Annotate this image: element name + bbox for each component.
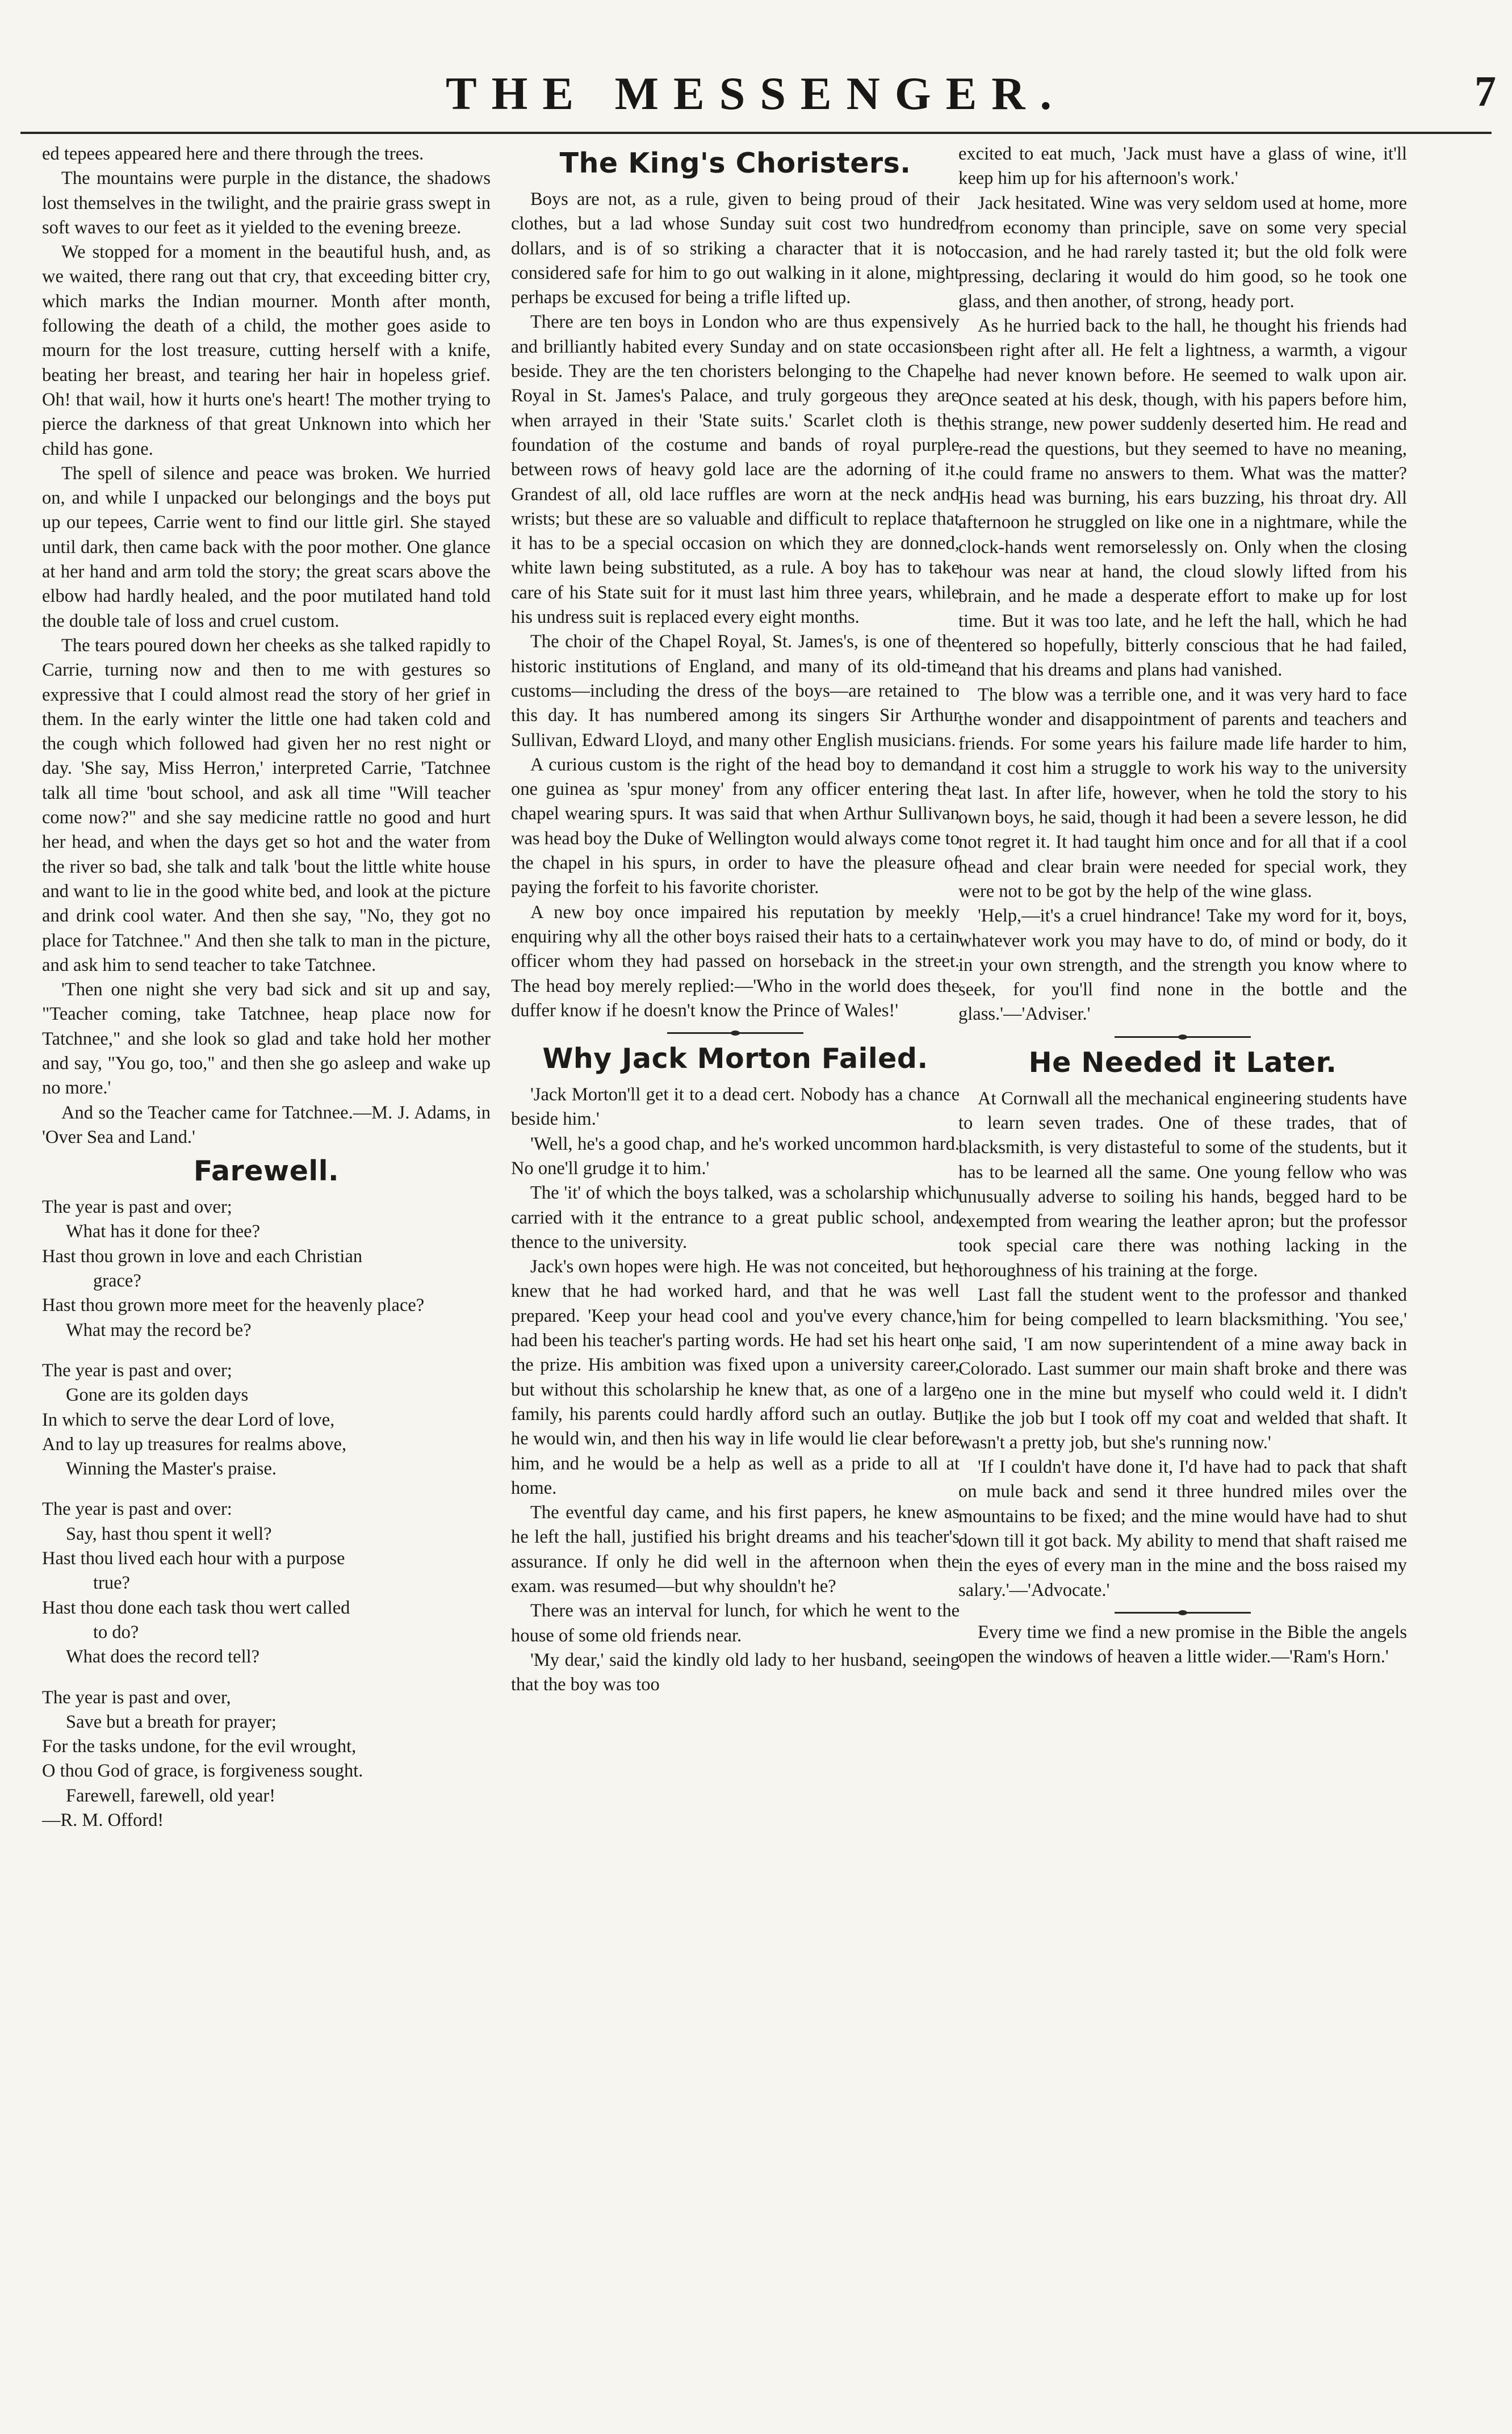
- poem-line: Say, hast thou spent it well?: [66, 1523, 272, 1544]
- column-1: [42, 142, 491, 1849]
- paragraph: Boys are not, as a rule, given to being proud of their clothes, but a lad whose Sunday suit cost two hundred dollars, and is of so striking a character that it is not considered safe for him to go out walking in it alone, might perhaps be excused for being a trifle lifted up.: [511, 189, 960, 308]
- masthead-rule: [20, 132, 1492, 134]
- section-divider: [1115, 1612, 1251, 1614]
- poem-line: What may the record be?: [66, 1319, 252, 1340]
- paragraph: As he hurried back to the hall, he thought his friends had been right after all. He felt a lightness, a warmth, a vigour he had never known before. He seemed to walk upon air. Once seated at his desk, though, with his papers before him, this strange, new power suddenly deserted him. He read and re-read the questions, but they seemed to have no meaning, he could frame no answers to them. What was the matter? His head was burning, his ears buzzing, his throat dry. All afternoon he struggled on like one in a nightmare, while the clock-hands went remorselessly on. Only when the closing hour was near at hand, the cloud slowly lifted from his brain, and he made a desperate effort to make up for lost time. But it was too late, and he left the hall, which he had entered so hopefully, bitterly conscious that he had failed, and that his dreams and plans had vanished.: [958, 316, 1407, 681]
- poem-line: And to lay up treasures for realms above,: [42, 1434, 347, 1455]
- paragraph: The eventful day came, and his first papers, he knew as he left the hall, justified his bright dreams and his teacher's assurance. If only he did well in the afternoon when the exam. was resumed—but why shouldn't he?: [511, 1502, 960, 1597]
- article-title-jack-morton: Why Jack Morton Failed.: [542, 1042, 928, 1075]
- poem-stanza: [42, 1195, 491, 1343]
- paragraph: Jack's own hopes were high. He was not conceited, but he knew that he had worked hard, and that he was well prepared. 'Keep your head cool and you've every chance,' had been his teacher's parting words. He had set his heart on the prize. His ambition was fixed upon a university career, but without this scholarship he knew that, as one of a large family, his parents could hardly afford such an outlay. But he would win, and then his way in life would lie clear before him, and he would be a help as well as a pride to all at home.: [511, 1256, 960, 1498]
- paragraph: excited to eat much, 'Jack must have a glass of wine, it'll keep him up for his afternoon's work.': [958, 144, 1407, 189]
- paragraph: There are ten boys in London who are thus expensively and brilliantly habited every Sunday and on state occasions beside. They are the ten choristers belonging to the Chapel Royal in St. James's Palace, and truly gorgeous they are when arrayed in their 'State suits.' Scarlet cloth is the foundation of the costume and bands of royal purple between rows of heavy gold lace are the adorning of it. Grandest of all, old lace ruffles are worn at the neck and wrists; but these are so valuable and difficult to replace that it has to be a special occasion on which they are donned, white lawn being substituted, as a rule. A boy has to take care of his State suit for it must last him three years, while his undress suit is replaced every eight months.: [511, 312, 960, 628]
- poem-line: true?: [93, 1573, 130, 1594]
- paragraph: The spell of silence and peace was broken. We hurried on, and while I unpacked our belongings and the boys put up our tepees, Carrie went to find our little girl. She stayed until dark, then came back with the poor mother. One glance at her hand and arm told the story; the great scars above the elbow had hardly healed, and the poor mutilated hand told the double tale of loss and cruel custom.: [42, 463, 491, 631]
- paragraph: 'My dear,' said the kindly old lady to her husband, seeing that the boy was too: [511, 1649, 960, 1695]
- poem-stanza: [42, 1497, 491, 1669]
- poem-line: What does the record tell?: [66, 1647, 260, 1668]
- paragraph: ed tepees appeared here and there through the trees.: [42, 144, 424, 164]
- masthead: [0, 67, 1512, 129]
- paragraph: The tears poured down her cheeks as she talked rapidly to Carrie, turning now and then to me with gestures so expressive that I could almost read the story of her grief in them. In the early winter the little one had taken cold and the cough which followed had given her no rest night or day. 'She say, Miss Herron,' interpreted Carrie, 'Tatchnee talk all time 'bout school, and ask all time "Will teacher come now?" and she say medicine rattle no good and hurt her head, and when the days get so hot and the water from the river so bad, she talk and talk 'bout the little white house and want to lie in the good white bed, and look at the picture and drink cool water. And then she say, "No, they got no place for Tatchnee." And then she talk to man in the picture, and ask him to send teacher to take Tatchnee.: [42, 635, 491, 975]
- poem-line: For the tasks undone, for the evil wrought,: [42, 1736, 357, 1757]
- newspaper-title: THE MESSENGER.: [445, 68, 1067, 119]
- column-3: [958, 142, 1407, 1670]
- poem-line: O thou God of grace, is forgiveness sought.: [42, 1761, 363, 1782]
- poem-line: to do?: [93, 1622, 139, 1643]
- paragraph: A new boy once impaired his reputation by meekly enquiring why all the other boys raised their hats to a certain officer whom they had passed on horseback in the street. The head boy merely replied:—'Who in the world does the duffer know if he doesn't know the Prince of Wales!': [511, 902, 960, 1021]
- paragraph: Last fall the student went to the professor and thanked him for being compelled to learn blacksmithing. 'You see,' he said, 'I am now superintendent of a mine away back in Colorado. Last summer our main shaft broke and there was no one in the mine but myself who could weld it. I didn't like the job but I took off my coat and welded that shaft. It wasn't a pretty job, but she's running now.': [958, 1285, 1407, 1453]
- paragraph: We stopped for a moment in the beautiful hush, and, as we waited, there rang out that cry, that exceeding bitter cry, which marks the Indian mourner. Month after month, following the death of a child, the mother goes aside to mourn for the lost treasure, cutting herself with a knife, beating her breast, and tearing her hair in hopeless grief. Oh! that wail, how it hurts one's heart! The mother trying to pierce the darkness of that great Unknown into which her child has gone.: [42, 242, 491, 459]
- paragraph: 'Help,—it's a cruel hindrance! Take my word for it, boys, whatever work you may have to do, of mind or body, do it in your own strength, and the strength you know where to seek, for you'll find none in the bottle and the glass.'—'Adviser.': [958, 906, 1407, 1025]
- poem-line: The year is past and over:: [42, 1499, 232, 1520]
- poem-stanza: [42, 1686, 491, 1833]
- paragraph: A curious custom is the right of the head boy to demand one guinea as 'spur money' from any officer entering the chapel wearing spurs. It was said that when Arthur Sullivan was head boy the Duke of Wellington would always come to the chapel in his spurs, in order to have the pleasure of paying the forfeit to his favorite chorister.: [511, 754, 960, 898]
- paragraph: 'Jack Morton'll get it to a dead cert. Nobody has a chance beside him.': [511, 1084, 960, 1130]
- poem-line: Hast thou lived each hour with a purpose: [42, 1548, 345, 1569]
- poem-stanza: [42, 1359, 491, 1481]
- paragraph: The choir of the Chapel Royal, St. James's, is one of the historic institutions of England, and many of its old-time customs—including the dress of the boys—are retained to this day. It has numbered among its singers Sir Arthur Sullivan, Edward Lloyd, and many other English musicians.: [511, 631, 960, 751]
- paragraph: Every time we find a new promise in the Bible the angels open the windows of heaven a little wider.—'Ram's Horn.': [958, 1622, 1407, 1668]
- paragraph: 'Then one night she very bad sick and sit up and say, "Teacher coming, take Tatchnee, heap place now for Tatchnee," and she look so glad and take hold her mother and say, "You go, too," and then she go asleep and wake up no more.': [42, 979, 491, 1099]
- poem-line: Farewell, farewell, old year!: [66, 1785, 276, 1806]
- poem-line: Hast thou done each task thou wert called: [42, 1597, 350, 1618]
- poem-line: Save but a breath for prayer;: [66, 1711, 277, 1732]
- poem-line: grace?: [93, 1271, 141, 1292]
- poem-line: The year is past and over;: [42, 1360, 232, 1381]
- poem-line: The year is past and over,: [42, 1687, 231, 1708]
- poem-line: Winning the Master's praise.: [66, 1459, 277, 1480]
- column-2: [511, 142, 960, 1698]
- paragraph: At Cornwall all the mechanical engineering students have to learn seven trades. One of these trades, that of blacksmith, is very distasteful to some of the students, but it has to be learned all the same. One young fellow who was unusually adverse to soiling his hands, begged hard to be exempted from wearing the leather apron; but the professor took special care there was nothing lacking in the thoroughness of his training at the forge.: [958, 1088, 1407, 1281]
- paragraph: 'Well, he's a good chap, and he's worked uncommon hard. No one'll grudge it to him.': [511, 1133, 960, 1179]
- article-title-farewell: Farewell.: [193, 1155, 340, 1188]
- paragraph: The blow was a terrible one, and it was very hard to face the wonder and disappointment of parents and teachers and friends. For some years his failure made life harder to him, and it cost him a struggle to work his way to the university at last. In after life, however, when he told the story to his own boys, he said, though it had been a severe lesson, he did not regret it. It had taught him once and for all that if a cool head and clear brain were needed for special work, they were not to be got by the help of the wine glass.: [958, 684, 1407, 902]
- article-title-kings-choristers: The King's Choristers.: [559, 147, 911, 179]
- paragraph: 'If I couldn't have done it, I'd have had to pack that shaft on mule back and send it three hundred miles over the mountains to be fixed; and the mine would have had to shut down till it got back. My ability to mend that shaft raised me in the eyes of every man in the mine and the boss raised my salary.'—'Advocate.': [958, 1457, 1407, 1601]
- article-title-needed-it-later: He Needed it Later.: [1028, 1046, 1337, 1079]
- paragraph: There was an interval for lunch, for which he went to the house of some old friends near.: [511, 1601, 960, 1646]
- paragraph: Jack hesitated. Wine was very seldom used at home, more from economy than principle, save on some very special occasion, and he had rarely tasted it; but the old folk were pressing, declaring it would do him good, so he took one glass, and then another, of strong, heady port.: [958, 192, 1407, 312]
- paragraph: The mountains were purple in the distance, the shadows lost themselves in the twilight, and the prairie grass swept in soft waves to our feet as it yielded to the evening breeze.: [42, 168, 491, 238]
- poem-farewell: [42, 1195, 491, 1833]
- poem-author: —R. M. Offord!: [42, 1810, 164, 1830]
- poem-line: Hast thou grown more meet for the heavenly place?: [42, 1295, 425, 1316]
- section-divider: [667, 1032, 803, 1034]
- poem-line: In which to serve the dear Lord of love,: [42, 1409, 335, 1430]
- paragraph: The 'it' of which the boys talked, was a scholarship which carried with it the entrance to a great public school, and thence to the university.: [511, 1183, 960, 1252]
- poem-line: The year is past and over;: [42, 1197, 232, 1218]
- page-number: 7: [1475, 68, 1496, 115]
- poem-line: Gone are its golden days: [66, 1385, 249, 1406]
- poem-line: Hast thou grown in love and each Christian: [42, 1246, 363, 1267]
- poem-line: What has it done for thee?: [66, 1221, 261, 1242]
- attribution: And so the Teacher came for Tatchnee.—M. J. Adams, in 'Over Sea and Land.': [42, 1102, 491, 1147]
- section-divider: [1115, 1036, 1251, 1038]
